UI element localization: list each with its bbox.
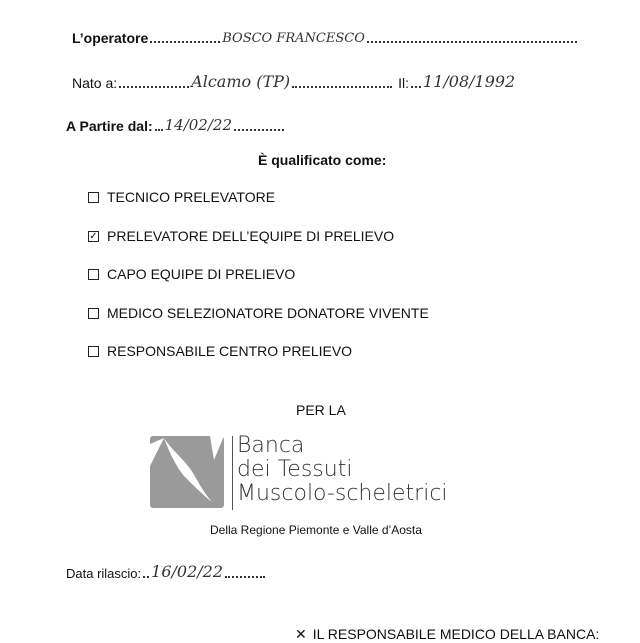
option-prelevatore-equipe[interactable]: ✓ PRELEVATORE DELL’EQUIPE DI PRELIEVO	[89, 228, 395, 244]
footer-signature-heading: ✕ IL RESPONSABILE MEDICO DELLA BANCA:	[295, 626, 600, 642]
logo-line1: Banca	[237, 433, 305, 458]
check-mark-icon: ✕	[295, 626, 307, 642]
start-value[interactable]: 14/02/22	[164, 116, 232, 134]
logo-divider	[232, 436, 233, 510]
birthdate-leader	[411, 86, 421, 88]
birthdate-label: Il:	[398, 75, 410, 91]
start-leader-end	[234, 129, 284, 131]
per-la-text: PER LA	[296, 402, 346, 418]
born-leader-end	[292, 86, 392, 88]
start-leader	[155, 129, 163, 131]
checkbox[interactable]	[88, 346, 99, 357]
born-label: Nato a:	[72, 75, 118, 91]
region-text: Della Regione Piemonte e Valle d’Aosta	[210, 523, 422, 537]
release-label: Data rilascio:	[66, 566, 142, 581]
born-value[interactable]: Alcamo (TP)	[191, 72, 291, 91]
release-row	[66, 562, 267, 581]
release-leader-end	[225, 576, 265, 578]
logo-line3: Muscolo-scheletrici	[237, 481, 448, 506]
option-medico-selezionatore[interactable]: MEDICO SELEZIONATORE DONATORE VIVENTE	[88, 305, 429, 321]
logo-line2: dei Tessuti	[237, 457, 353, 482]
checkbox[interactable]	[88, 269, 99, 280]
operator-label: L’operatore	[72, 30, 149, 46]
checkbox[interactable]	[88, 308, 99, 319]
option-capo-equipe[interactable]: CAPO EQUIPE DI PRELIEVO	[88, 266, 295, 282]
option-tecnico-prelevatore[interactable]: TECNICO PRELEVATORE	[88, 189, 275, 205]
operator-leader	[150, 41, 220, 43]
release-leader	[143, 576, 149, 578]
bank-logo-icon	[150, 436, 224, 508]
start-row	[66, 116, 286, 134]
checkbox-checked[interactable]	[88, 231, 99, 242]
operator-value[interactable]: BOSCO FRANCESCO	[222, 31, 365, 46]
born-row	[72, 72, 515, 91]
check-mark-icon: ✓	[89, 230, 98, 242]
checkbox[interactable]	[88, 192, 99, 203]
release-value[interactable]: 16/02/22	[151, 562, 223, 581]
born-leader	[119, 86, 189, 88]
option-responsabile-centro[interactable]: RESPONSABILE CENTRO PRELIEVO	[88, 343, 352, 359]
operator-row	[72, 30, 579, 46]
start-label: A Partire dal:	[66, 118, 153, 134]
operator-leader-end	[367, 41, 577, 43]
birthdate-value[interactable]: 11/08/1992	[423, 72, 516, 91]
qualified-heading: È qualificato come:	[258, 152, 387, 168]
